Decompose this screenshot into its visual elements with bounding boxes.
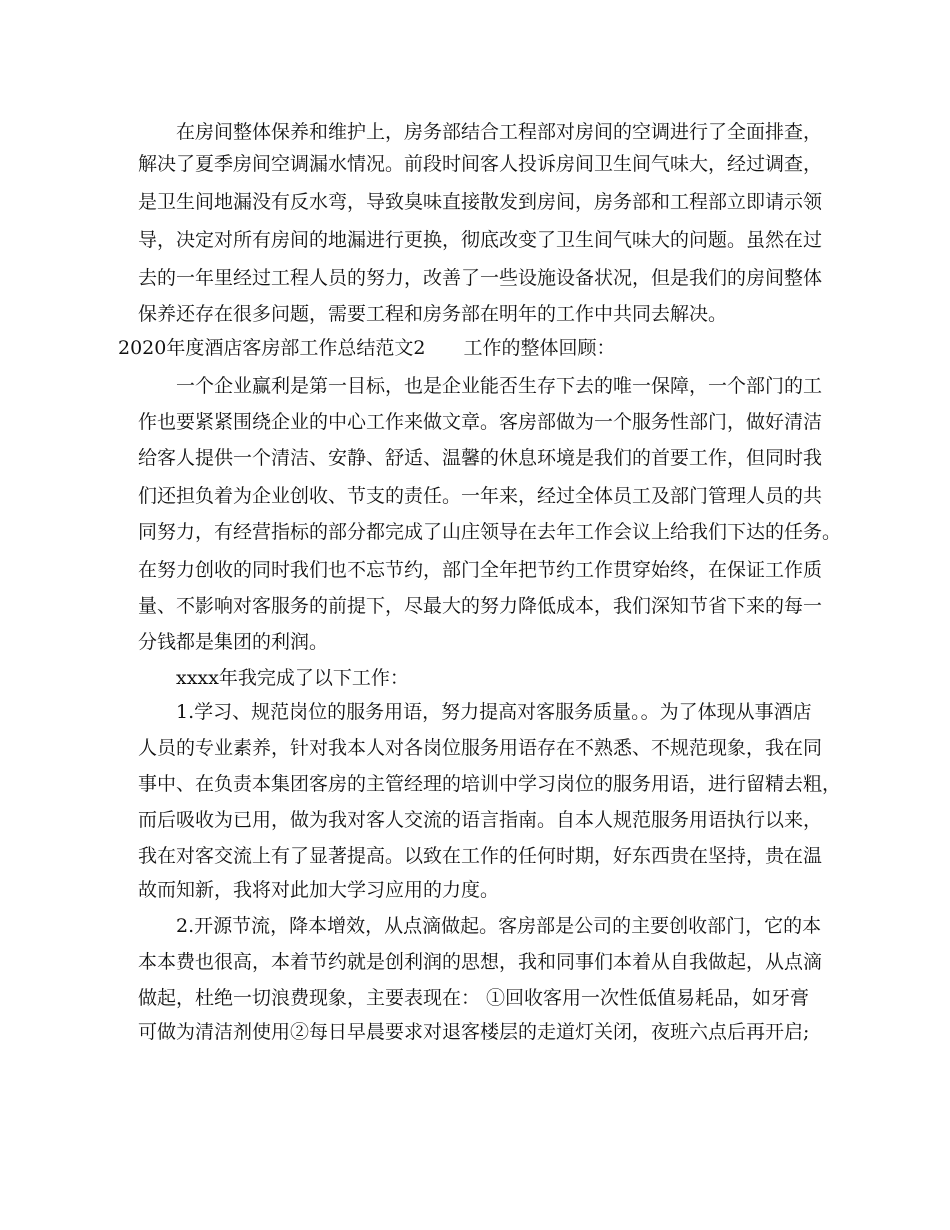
text-line: 解决了夏季房间空调漏水情况。前段时间客人投诉房间卫生间气味大，经过调查， xyxy=(138,153,823,175)
text-line: 作也要紧紧围绕企业的中心工作来做文章。客房部做为一个服务性部门，做好清洁 xyxy=(138,411,823,433)
text-line: 在努力创收的同时我们也不忘节约，部门全年把节约工作贯穿始终，在保证工作质 xyxy=(138,559,823,581)
text-line: 而后吸收为已用，做为我对客人交流的语言指南。自本人规范服务用语执行以来， xyxy=(138,809,823,831)
text-line: 1.学习、规范岗位的服务用语，努力提高对客服务质量。。为了体现从事酒店 xyxy=(176,701,812,723)
text-line: 可做为清洁剂使用②每日早晨要求对退客楼层的走道灯关闭，夜班六点后再开启; xyxy=(138,1021,810,1043)
text-line: 故而知新，我将对此加大学习应用的力度。 xyxy=(138,879,500,901)
text-line: 保养还存在很多问题，需要工程和房务部在明年的工作中共同去解决。 xyxy=(138,303,728,325)
text-line: 是卫生间地漏没有反水弯，导致臭味直接散发到房间，房务部和工程部立即请示领 xyxy=(138,191,823,213)
text-line: 一个企业赢利是第一目标，也是企业能否生存下去的唯一保障，一个部门的工 xyxy=(176,375,823,397)
text-line: 去的一年里经过工程人员的努力，改善了一些设施设备状况，但是我们的房间整体 xyxy=(138,267,823,289)
text-line: 2.开源节流，降本增效，从点滴做起。客房部是公司的主要创收部门，它的本 xyxy=(176,915,822,937)
text-line: 做起，杜绝一切浪费现象，主要表现在： ①回收客用一次性低值易耗品，如牙膏 xyxy=(138,987,810,1009)
text-line: 同努力，有经营指标的部分都完成了山庄领导在去年工作会议上给我们下达的任务。 xyxy=(138,521,842,543)
text-line: 本本费也很高，本着节约就是创利润的思想，我和同事们本着从自我做起，从点滴 xyxy=(138,951,823,973)
text-line: 人员的专业素养，针对我本人对各岗位服务用语存在不熟悉、不规范现象，我在同 xyxy=(138,737,823,759)
text-line: 们还担负着为企业创收、节支的责任。一年来，经过全体员工及部门管理人员的共 xyxy=(138,485,823,507)
text-line: 给客人提供一个清洁、安静、舒适、温馨的休息环境是我们的首要工作，但同时我 xyxy=(138,447,823,469)
text-line: 分钱都是集团的利润。 xyxy=(138,631,329,653)
section-heading: 2020年度酒店客房部工作总结范文2 工作的整体回顾： xyxy=(118,337,616,359)
text-line: 我在对客交流上有了显著提高。以致在工作的任何时期，好东西贵在坚持，贵在温 xyxy=(138,845,823,867)
text-line: 在房间整体保养和维护上，房务部结合工程部对房间的空调进行了全面排查， xyxy=(176,121,823,143)
text-line: xxxx年我完成了以下工作： xyxy=(176,667,409,689)
text-line: 事中、在负责本集团客房的主管经理的培训中学习岗位的服务用语，进行留精去粗， xyxy=(138,773,842,795)
text-line: 量、不影响对客服务的前提下，尽最大的努力降低成本，我们深知节省下来的每一 xyxy=(138,595,823,617)
text-line: 导，决定对所有房间的地漏进行更换，彻底改变了卫生间气味大的问题。虽然在过 xyxy=(138,229,823,251)
